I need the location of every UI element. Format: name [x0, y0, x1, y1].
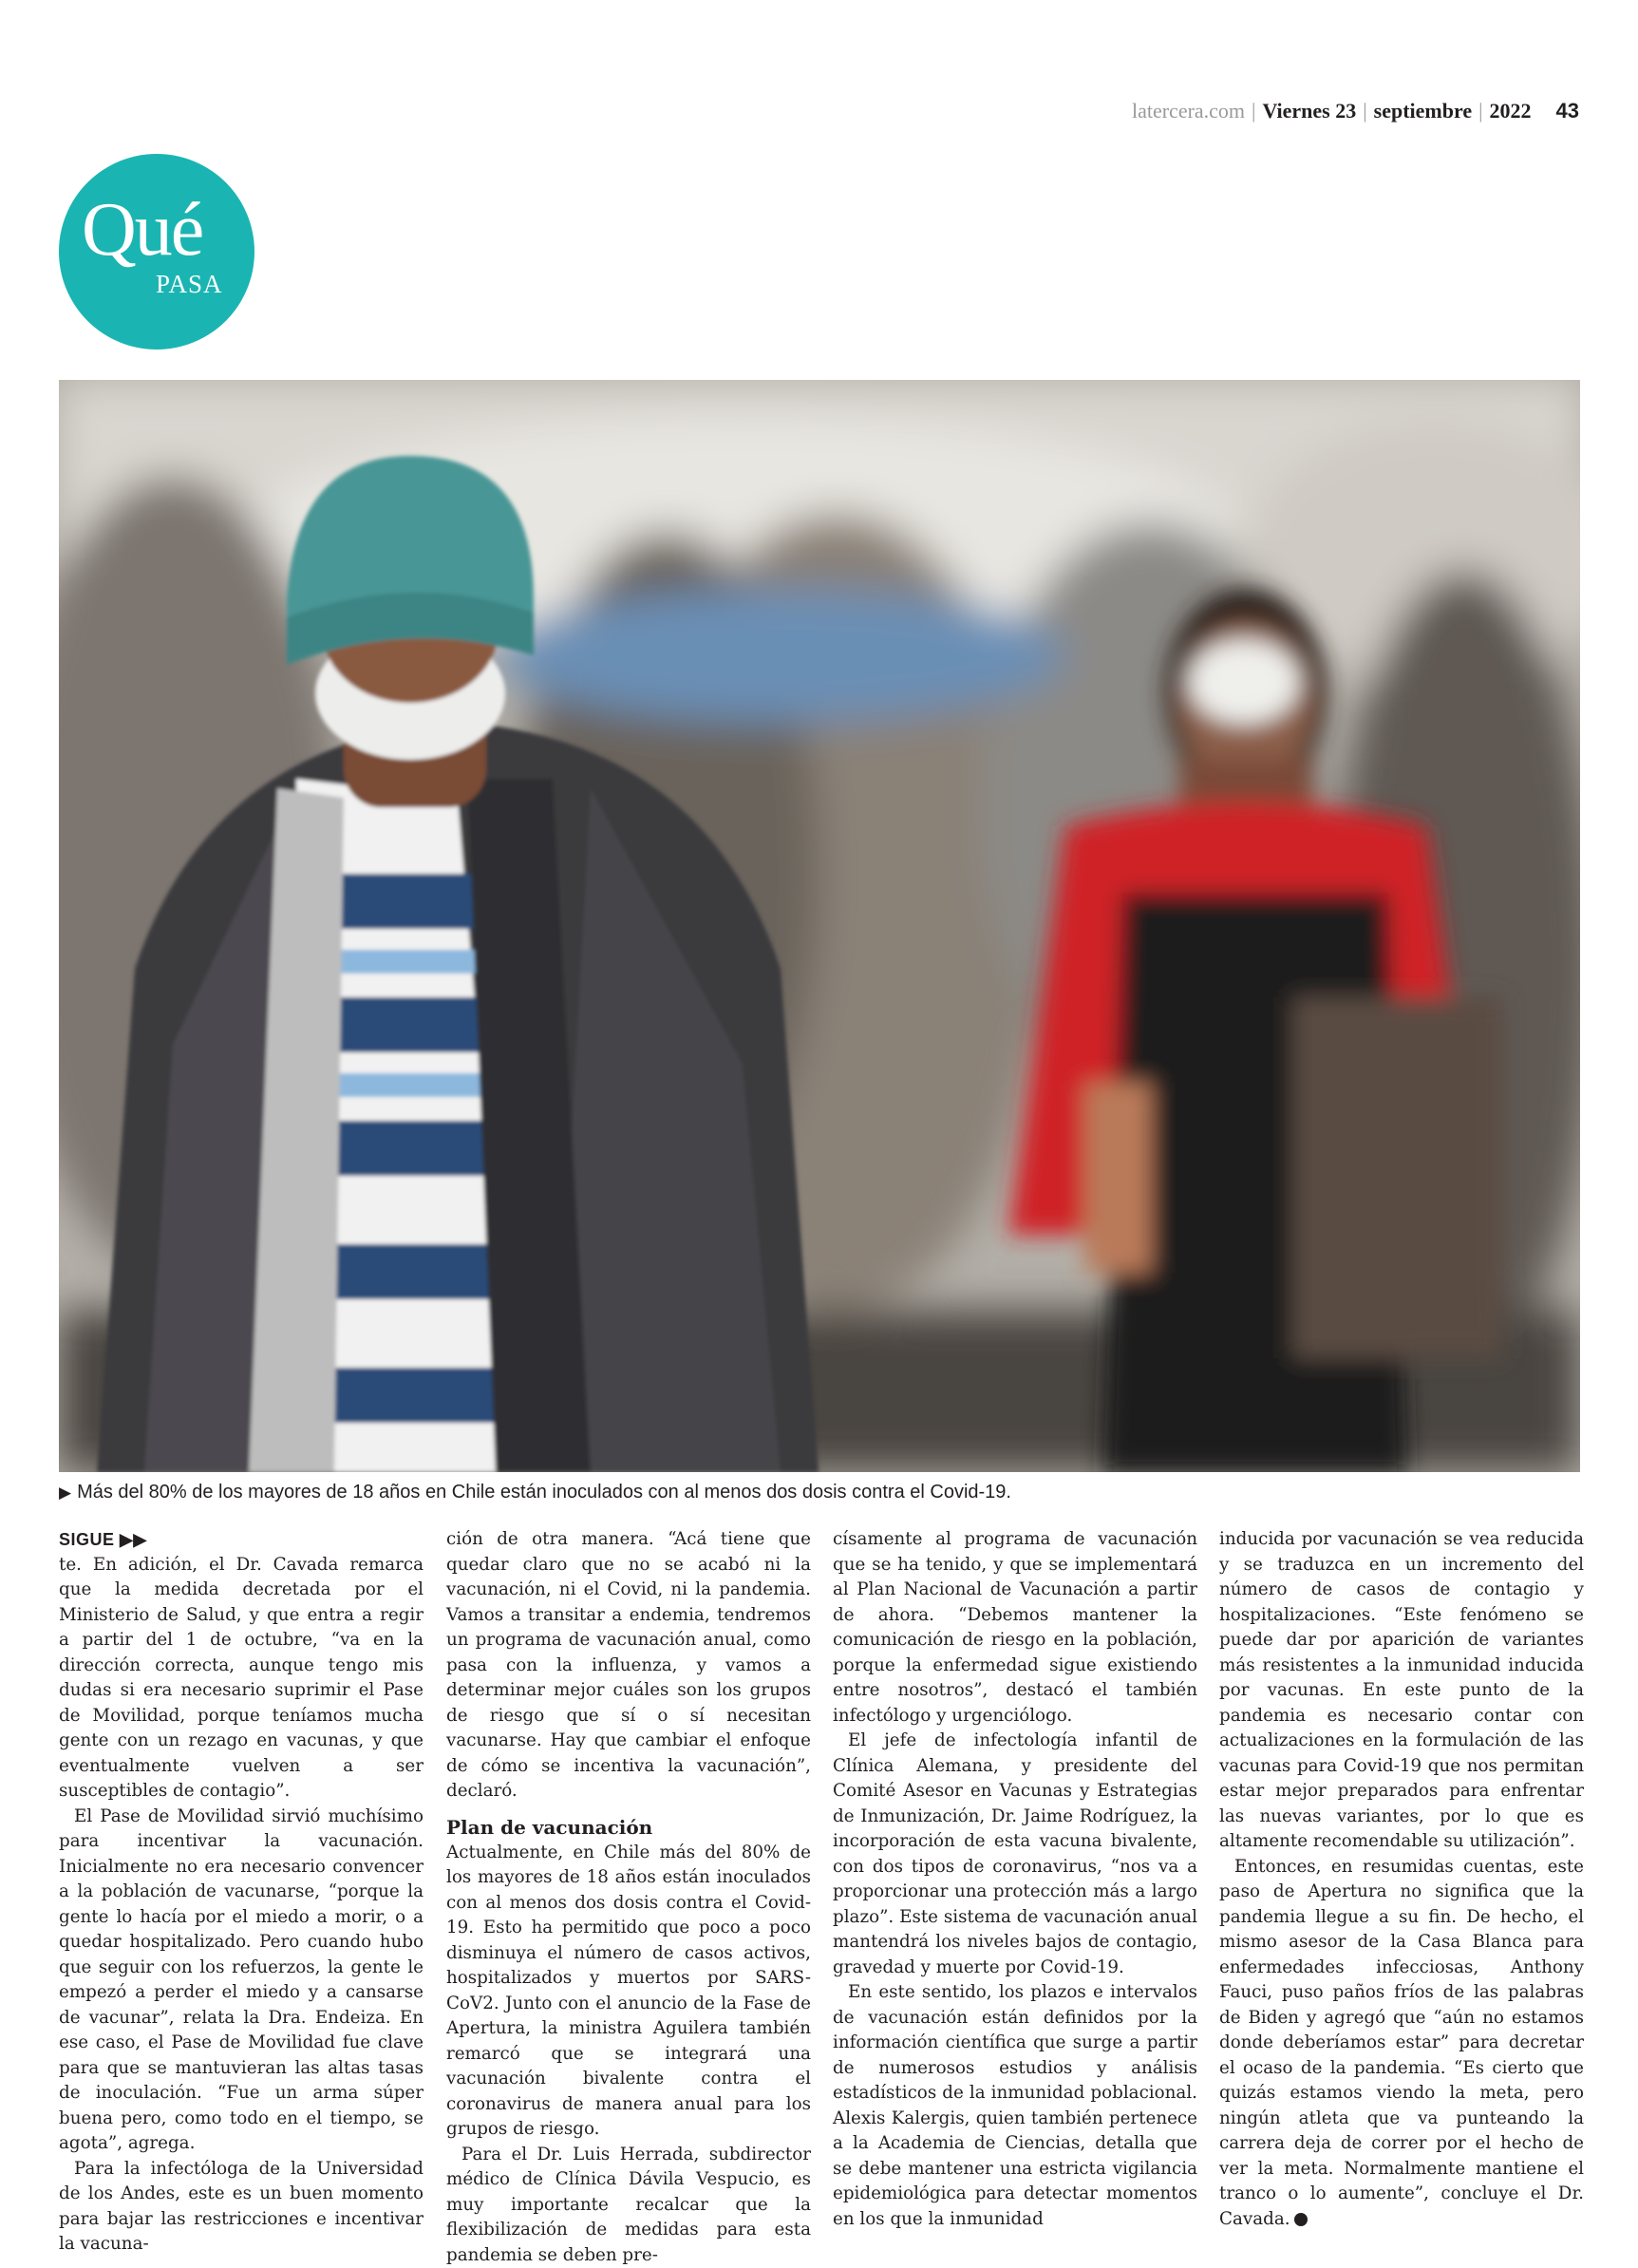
paragraph: El jefe de infectología infantil de Clínica Alemana, y presidente del Comité Asesor en Vacunas y Estrategias de Inmunización, Dr. Jaime Rodríguez, la incorporación de esta vacuna bivalente, con dos tipos de coronavirus, “nos va a proporcionar una protección más a largo plazo”. Este sistema de vacunación anual mantendrá los niveles bajos de contagio, gravedad y muerte por Covid-19.: [833, 1729, 1197, 1980]
caption-text: Más del 80% de los mayores de 18 años en Chile están inoculados con al menos dos dosis contra el Covid-19.: [77, 1482, 1011, 1503]
article-column-3: [833, 1527, 1197, 2232]
paragraph: ción de otra manera. “Acá tiene que quedar claro que no se acabó ni la vacunación, ni el Covid, ni la pandemia. Vamos a transitar a endemia, tendremos un programa de vacunación anual, como pasa con la influenza, y vamos a determinar mejor cuáles son los grupos de riesgo que sí o sí necesitan vacunarse. Hay que cambiar el enfoque de cómo se incentiva la vacunación”, declaró.: [446, 1527, 811, 1805]
paragraph: inducida por vacunación se vea reducida y se traduzca en un incremento del número de casos de contagio y hospitalizaciones. “Este fenómeno se puede dar por aparición de variantes más resistentes a la inmunidad inducida por vacunas. En este punto de la pandemia es necesario contar con actualizaciones en la formulación de las vacunas para Covid-19 que nos permitan estar mejor preparados para enfrentar las nuevas variantes, por lo que es altamente recomendable su utilización”.: [1219, 1527, 1584, 1855]
paragraph: [1219, 1855, 1584, 2233]
final-paragraph-text: Entonces, en resumidas cuentas, este paso de Apertura no significa que la pandemia llegue a su fin. De hecho, el mismo asesor de la Casa Blanca para enfermedades infecciosas, Anthony Fauci, puso paños fríos de las palabras de Biden y agregó que “aún no estamos donde deberíamos estar” para decretar el ocaso de la pandemia. “Es cierto que quizás estamos viendo la meta, pero ningún atleta que va punteando la carrera deja de correr por el hecho de ver la meta. Normalmente mantiene el tranco o lo aumente”, concluye el Dr. Cavada.: [1219, 1857, 1584, 2229]
que-pasa-logo: [59, 154, 254, 350]
header-day: Viernes 23: [1262, 99, 1356, 123]
page-number: 43: [1556, 99, 1579, 123]
paragraph: El Pase de Movilidad sirvió muchísimo para incentivar la vacunación. Inicialmente no era necesario convencer a la población de vacunarse, “porque la gente lo hacía por el miedo a morir, o a quedar hospitalizado. Pero cuando hubo que seguir con los refuerzos, la gente le empezó a perder el miedo y a cansarse de vacunar”, relata la Dra. Endeiza. En ese caso, el Pase de Movilidad fue clave para que se mantuvieran las altas tasas de inoculación. “Fue un arma súper buena pero, como todo en el tiempo, se agota”, agrega.: [59, 1805, 424, 2157]
photo-illustration: [59, 380, 1580, 1472]
header-year: 2022: [1490, 99, 1532, 123]
paragraph: En este sentido, los plazos e intervalos de vacunación están definidos por la información científica que surge a partir de numerosos estudios y análisis estadísticos de la inmunidad poblacional. Alexis Kalergis, quien también pertenece a la Academia de Ciencias, detalla que se debe mantener una estricta vigilancia epidemiológica para detectar momentos en los que la inmunidad: [833, 1980, 1197, 2232]
separator: |: [1363, 99, 1366, 123]
sigue-label: [59, 1527, 424, 1553]
article-column-4: [1219, 1527, 1584, 2232]
double-arrow-icon: ▶▶: [120, 1530, 147, 1549]
paragraph: Actualmente, en Chile más del 80% de los mayores de 18 años están inoculados con al menos dos dosis contra el Covid-19. Esto ha permitido que poco a poco disminuya el número de casos activos, hospitalizados y muertos por SARS-CoV2. Junto con el anuncio de la Fase de Apertura, la ministra Aguilera también remarcó que se integrará una vacunación bivalente contra el coronavirus de manera anual para los grupos de riesgo.: [446, 1841, 811, 2143]
article-photo: [59, 380, 1580, 1472]
article-column-1: [59, 1527, 424, 2258]
paragraph: Para el Dr. Luis Herrada, subdirector médico de Clínica Dávila Vespucio, es muy importante recalcar que la flexibilización de medidas para esta pandemia se deben pre-: [446, 2143, 811, 2268]
paragraph: Para la infectóloga de la Universidad de los Andes, este es un buen momento para bajar las restricciones e incentivar la vacuna-: [59, 2157, 424, 2258]
caption-arrow-icon: ▶: [59, 1484, 71, 1502]
paragraph: te. En adición, el Dr. Cavada remarca que la medida decretada por el Ministerio de Salud, y que entra a regir a partir del 1 de octubre, “va en la dirección correcta, aunque tengo mis dudas si era necesario suprimir el Pase de Movilidad, porque teníamos mucha gente con un rezago en vacunas, y que eventualmente vuelven a ser susceptibles de contagio”.: [59, 1553, 424, 1805]
site-name: latercera.com: [1132, 99, 1245, 123]
article-column-2: [446, 1527, 811, 2268]
end-mark-icon: [1294, 2213, 1308, 2226]
logo-word-pasa: PASA: [156, 270, 223, 299]
subheading: Plan de vacunación: [446, 1814, 811, 1841]
separator: |: [1478, 99, 1482, 123]
logo-word-que: Qué: [82, 192, 202, 268]
photo-caption: [59, 1482, 1011, 1503]
separator: |: [1252, 99, 1255, 123]
sigue-text: SIGUE: [59, 1530, 115, 1549]
page-header: [1132, 99, 1579, 123]
header-month: septiembre: [1374, 99, 1472, 123]
paragraph: císamente al programa de vacunación que se ha tenido, y que se implementará al Plan Nacional de Vacunación a partir de ahora. “Debemos mantener la comunicación de riesgo en la población, porque la enfermedad sigue existiendo entre nosotros”, destacó el también infectólogo y urgenciólogo.: [833, 1527, 1197, 1729]
